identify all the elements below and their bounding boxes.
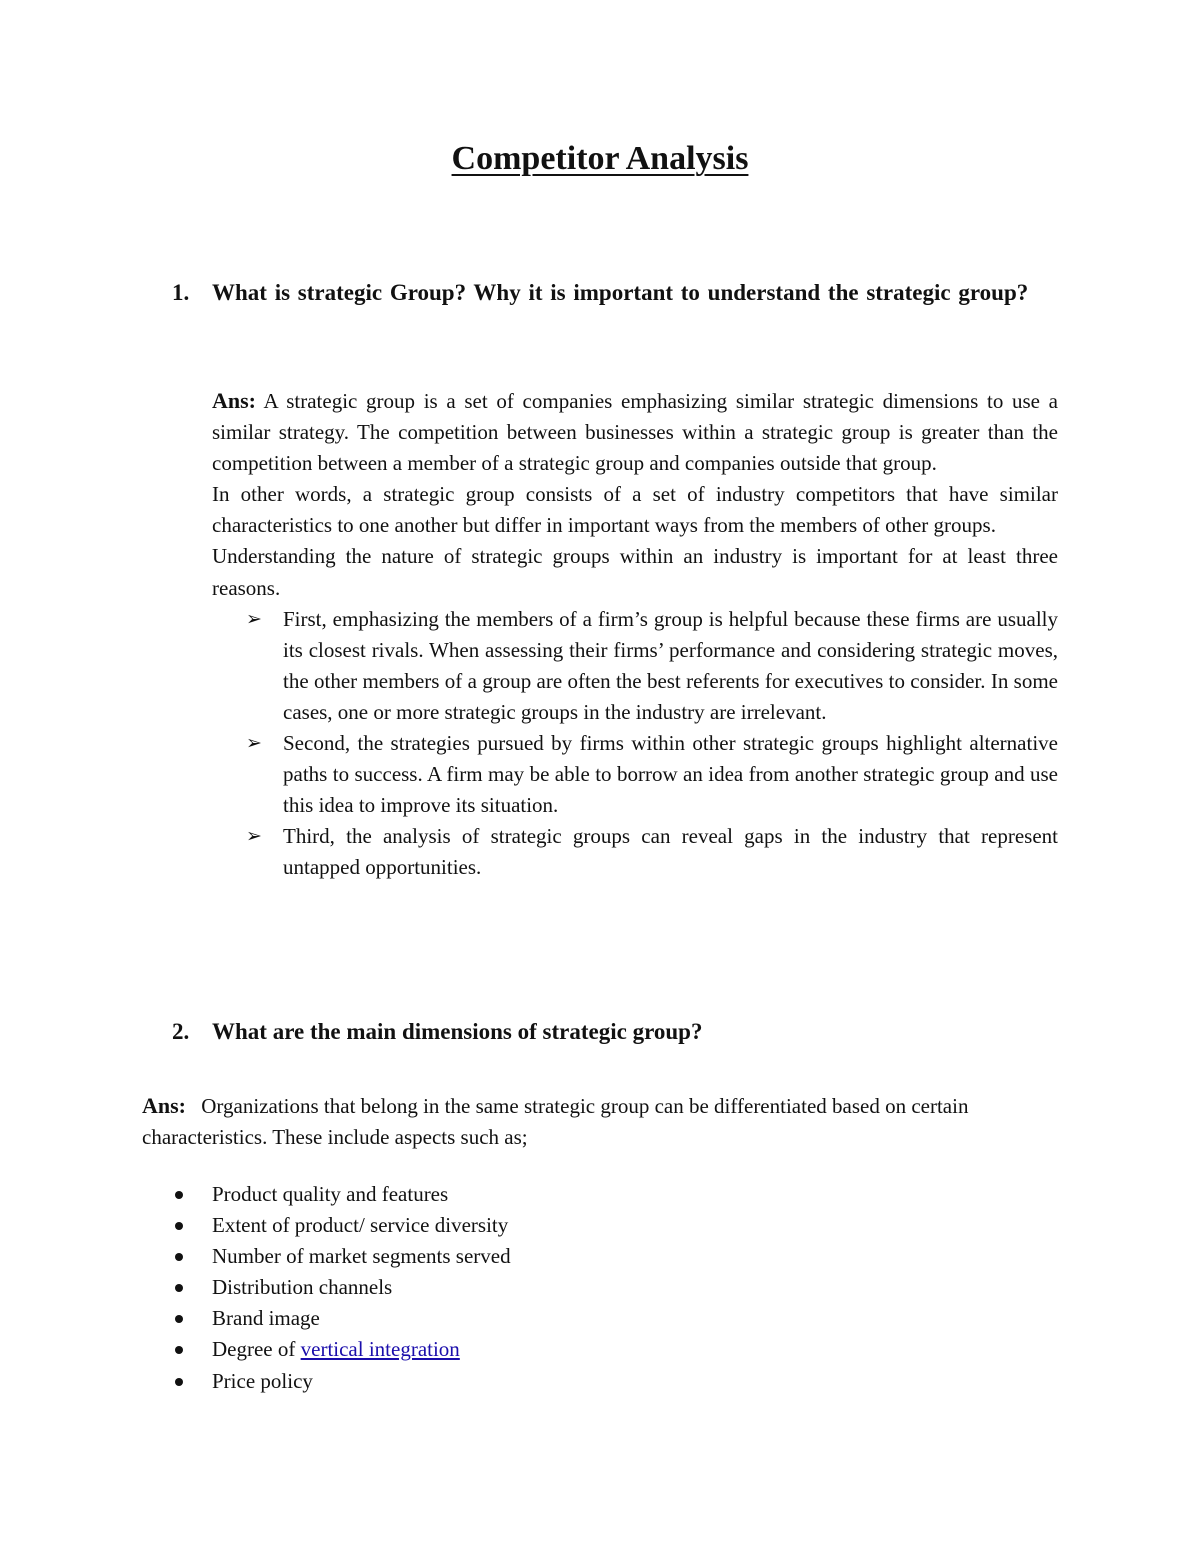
answer-1-paragraph-2: In other words, a strategic group consists of a set of industry competitors that have similar characteristics to one another but differ in important ways from the members of other groups. xyxy=(212,482,1058,538)
bullet-dot-icon xyxy=(175,1315,183,1323)
list-item xyxy=(212,821,1058,883)
arrow-bullet-icon: ➢ xyxy=(246,825,262,848)
list-item xyxy=(142,1334,1042,1365)
reason-text: First, emphasizing the members of a firm’s group is helpful because these firms are usually its closest rivals. When assessing their firms’ performance and considering strategic moves, the other members of a group are often the best referents for executives to consider. In some cases, one or more strategic groups in the industry are irrelevant. xyxy=(283,606,1058,724)
bullet-dot-icon xyxy=(175,1253,183,1261)
arrow-bullet-icon: ➢ xyxy=(246,607,262,630)
list-item xyxy=(142,1241,1042,1272)
reasons-list xyxy=(212,604,1058,884)
list-item xyxy=(212,728,1058,821)
dimension-text: Price policy xyxy=(212,1368,313,1393)
bullet-dot-icon xyxy=(175,1346,183,1354)
dimensions-list xyxy=(142,1179,1042,1397)
question-1-text: What is strategic Group? Why it is important to understand the strategic group? xyxy=(212,280,1029,305)
bullet-dot-icon xyxy=(175,1222,183,1230)
answer-2-text: Organizations that belong in the same strategic group can be differentiated based on certain characteristics. These include aspects such as; xyxy=(142,1094,969,1150)
question-2 xyxy=(172,1013,1058,1051)
dimension-text: Brand image xyxy=(212,1306,320,1331)
answer-2-label: Ans: xyxy=(142,1093,187,1118)
list-item xyxy=(212,604,1058,728)
answer-1-paragraph-3: Understanding the nature of strategic groups within an industry is important for at least three reasons. xyxy=(212,544,1058,600)
list-item xyxy=(142,1179,1042,1210)
question-1 xyxy=(172,274,1058,312)
answer-1-label: Ans: xyxy=(212,388,257,413)
dimension-text: Degree of xyxy=(212,1337,301,1362)
list-item xyxy=(142,1272,1042,1303)
dimension-text: Number of market segments served xyxy=(212,1244,511,1269)
page-title: Competitor Analysis xyxy=(451,140,749,177)
dimension-text: Extent of product/ service diversity xyxy=(212,1213,509,1238)
vertical-integration-link[interactable]: vertical integration xyxy=(300,1337,460,1362)
question-2-number: 2. xyxy=(172,1019,190,1044)
arrow-bullet-icon: ➢ xyxy=(246,732,262,755)
dimension-text: Product quality and features xyxy=(212,1182,449,1206)
list-item xyxy=(142,1366,1042,1397)
answer-1 xyxy=(212,385,1058,884)
bullet-dot-icon xyxy=(175,1191,183,1199)
answer-1-paragraph-1-text: A strategic group is a set of companies emphasizing similar strategic dimensions to use a similar strategy. The competition between businesses within a strategic group is greater than the competition between a member of a strategic group and companies outside that group. xyxy=(212,389,1058,476)
question-2-text: What are the main dimensions of strategic group? xyxy=(212,1019,703,1044)
answer-2 xyxy=(142,1090,1042,1153)
reason-text: Second, the strategies pursued by firms within other strategic groups highlight alternative paths to success. A firm may be able to borrow an idea from another strategic group and use this idea to improve its situation. xyxy=(283,731,1058,818)
dimension-text: Distribution channels xyxy=(212,1275,393,1300)
reason-text: Third, the analysis of strategic groups can reveal gaps in the industry that represent untapped opportunities. xyxy=(283,824,1058,880)
bullet-dot-icon xyxy=(175,1378,183,1386)
bullet-dot-icon xyxy=(175,1284,183,1292)
list-item xyxy=(142,1210,1042,1241)
question-1-number: 1. xyxy=(172,280,190,305)
list-item xyxy=(142,1303,1042,1334)
answer-1-paragraph xyxy=(212,385,1058,479)
